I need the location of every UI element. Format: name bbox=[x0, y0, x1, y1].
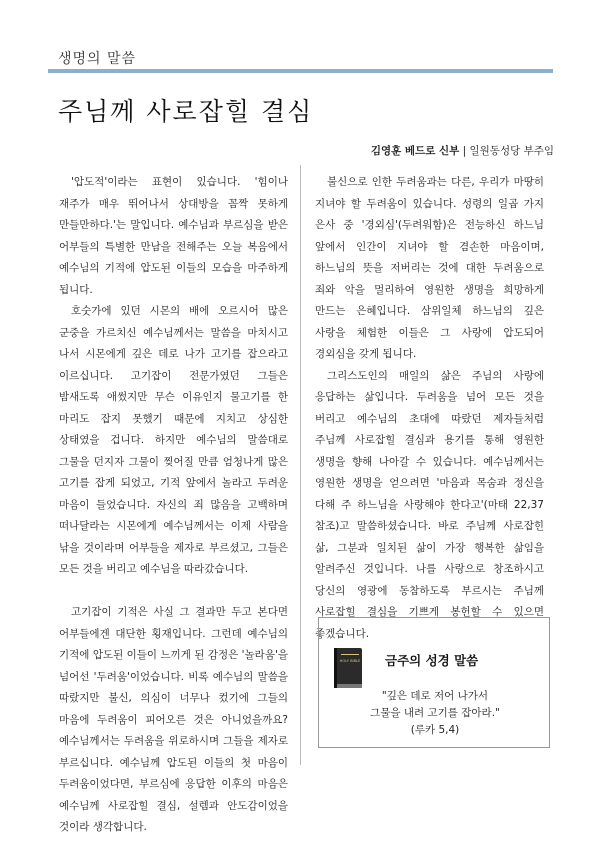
page-title: 주님께 사로잡힐 결심 bbox=[58, 97, 314, 126]
right-column bbox=[315, 172, 544, 645]
paragraph: 고기잡이 기적은 사실 그 결과만 두고 본다면 어부들에겐 대단한 횡재입니다. 그런데 예수님의 기적에 압도된 이들이 느끼게 된 감정은 '놀라움'을 넘어선 '두려움'이었습니다. 비록 예수님의 말씀을 따랐지만 불신, 의심이 너무나 컸기에 그들의 마음에 두려움이 피어오른 것은 아니었을까요? 예수님께서는 두려움을 위로하시며 그들을 제자로 부르십니다. 예수님께 압도된 이들의 첫 마음이 두려움이었다면, 부르심에 응답한 이후의 마음은 예수님께 사로잡힐 결심, 설렘과 안도감이었을 것이라 생각합니다. bbox=[59, 606, 288, 833]
column-divider bbox=[300, 165, 301, 765]
author-role: | 일원동성당 부주임 bbox=[462, 145, 554, 157]
verse-text bbox=[319, 688, 551, 739]
paragraph: '압도적'이라는 표현이 있습니다. '힘이나 재주가 매우 뛰어나서 상대방을 꼼짝 못하게 만들만하다.'는 말입니다. 예수님과 부르심을 받은 어부들의 특별한 만남을 전해주는 오늘 복음에서 예수님의 기적에 압도된 이들의 모습을 마주하게 됩니다. bbox=[59, 176, 288, 296]
paragraph: 그리스도인의 매일의 삶은 주님의 사랑에 응답하는 삶입니다. 두려움을 넘어 모든 것을 버리고 예수님의 초대에 따랐던 제자들처럼 주님께 사로잡힐 결심과 용기를 통해 영원한 생명을 향해 나아갈 수 있습니다. 예수님께서는 영원한 생명을 얻으려면 '마음과 목숨과 정신을 다해 주 하느님을 사랑해야 한다고'(마태 22,37 참조)고 말씀하셨습니다. 바로 주님께 사로잡힌 삶, 그분과 일치된 삶이 가장 행복한 삶임을 알려주신 것입니다. 나를 사랑으로 창조하시고 당신의 영광에 동참하도록 부르시는 주님께 사로잡힐 결심을 기쁘게 봉헌할 수 있으면 좋겠습니다. bbox=[315, 369, 544, 640]
verse-line: 그물을 내려 고기를 잡아라." bbox=[370, 707, 500, 719]
author-name: 김영훈 베드로 신부 bbox=[370, 145, 460, 157]
header-accent-bar bbox=[48, 69, 553, 73]
section-label: 생명의 말씀 bbox=[58, 51, 137, 67]
verse-box-title: 금주의 성경 말씀 bbox=[385, 653, 479, 668]
paragraph: 호숫가에 있던 시몬의 배에 오르시어 많은 군중을 가르치신 예수님께서는 말씀을 마치시고 나서 시몬에게 깊은 데로 나가 고기를 잡으라고 이르십니다. 고기잡이 전문가였던 그들은 밤새도록 애썼지만 무슨 이유인지 물고기를 한 마리도 잡지 못했기 때문에 지치고 상심한 상태였을 겁니다. 하지만 예수님의 말씀대로 그물을 던지자 그물이 찢어질 만큼 엄청나게 많은 고기를 잡게 되었고, 기적 앞에서 놀라고 두려운 마음이 들었습니다. 자신의 죄 많음을 고백하며 떠나달라는 시몬에게 예수님께서는 이제 사람을 낚을 것이라며 어부들을 제자로 부르셨고, 그들은 모든 것을 버리고 예수님을 따라갔습니다. bbox=[59, 305, 288, 575]
paragraph: 불신으로 인한 두려움과는 다른, 우리가 마땅히 지녀야 할 두려움이 있습니다. 성령의 일곱 가지 은사 중 '경외심'(두려워함)은 전능하신 하느님 앞에서 인간이 지녀야 할 겸손한 마음이며, 하느님의 뜻을 저버리는 것에 대한 두려움으로 죄와 악을 멀리하여 영원한 생명을 희망하게 만드는 은혜입니다. 삼위일체 하느님의 깊은 사랑을 체험한 이들은 그 사랑에 압도되어 경외심을 갖게 됩니다. bbox=[315, 176, 544, 360]
verse-reference: (루카 5,4) bbox=[410, 724, 460, 736]
bible-cover-text: HOLY BIBLE bbox=[339, 659, 361, 663]
left-column bbox=[59, 172, 288, 839]
weekly-verse-box bbox=[318, 617, 550, 748]
bible-icon bbox=[331, 646, 367, 690]
verse-line: "깊은 데로 저어 나가서 bbox=[381, 690, 489, 702]
byline bbox=[371, 143, 554, 158]
paragraph-gap bbox=[59, 581, 288, 603]
